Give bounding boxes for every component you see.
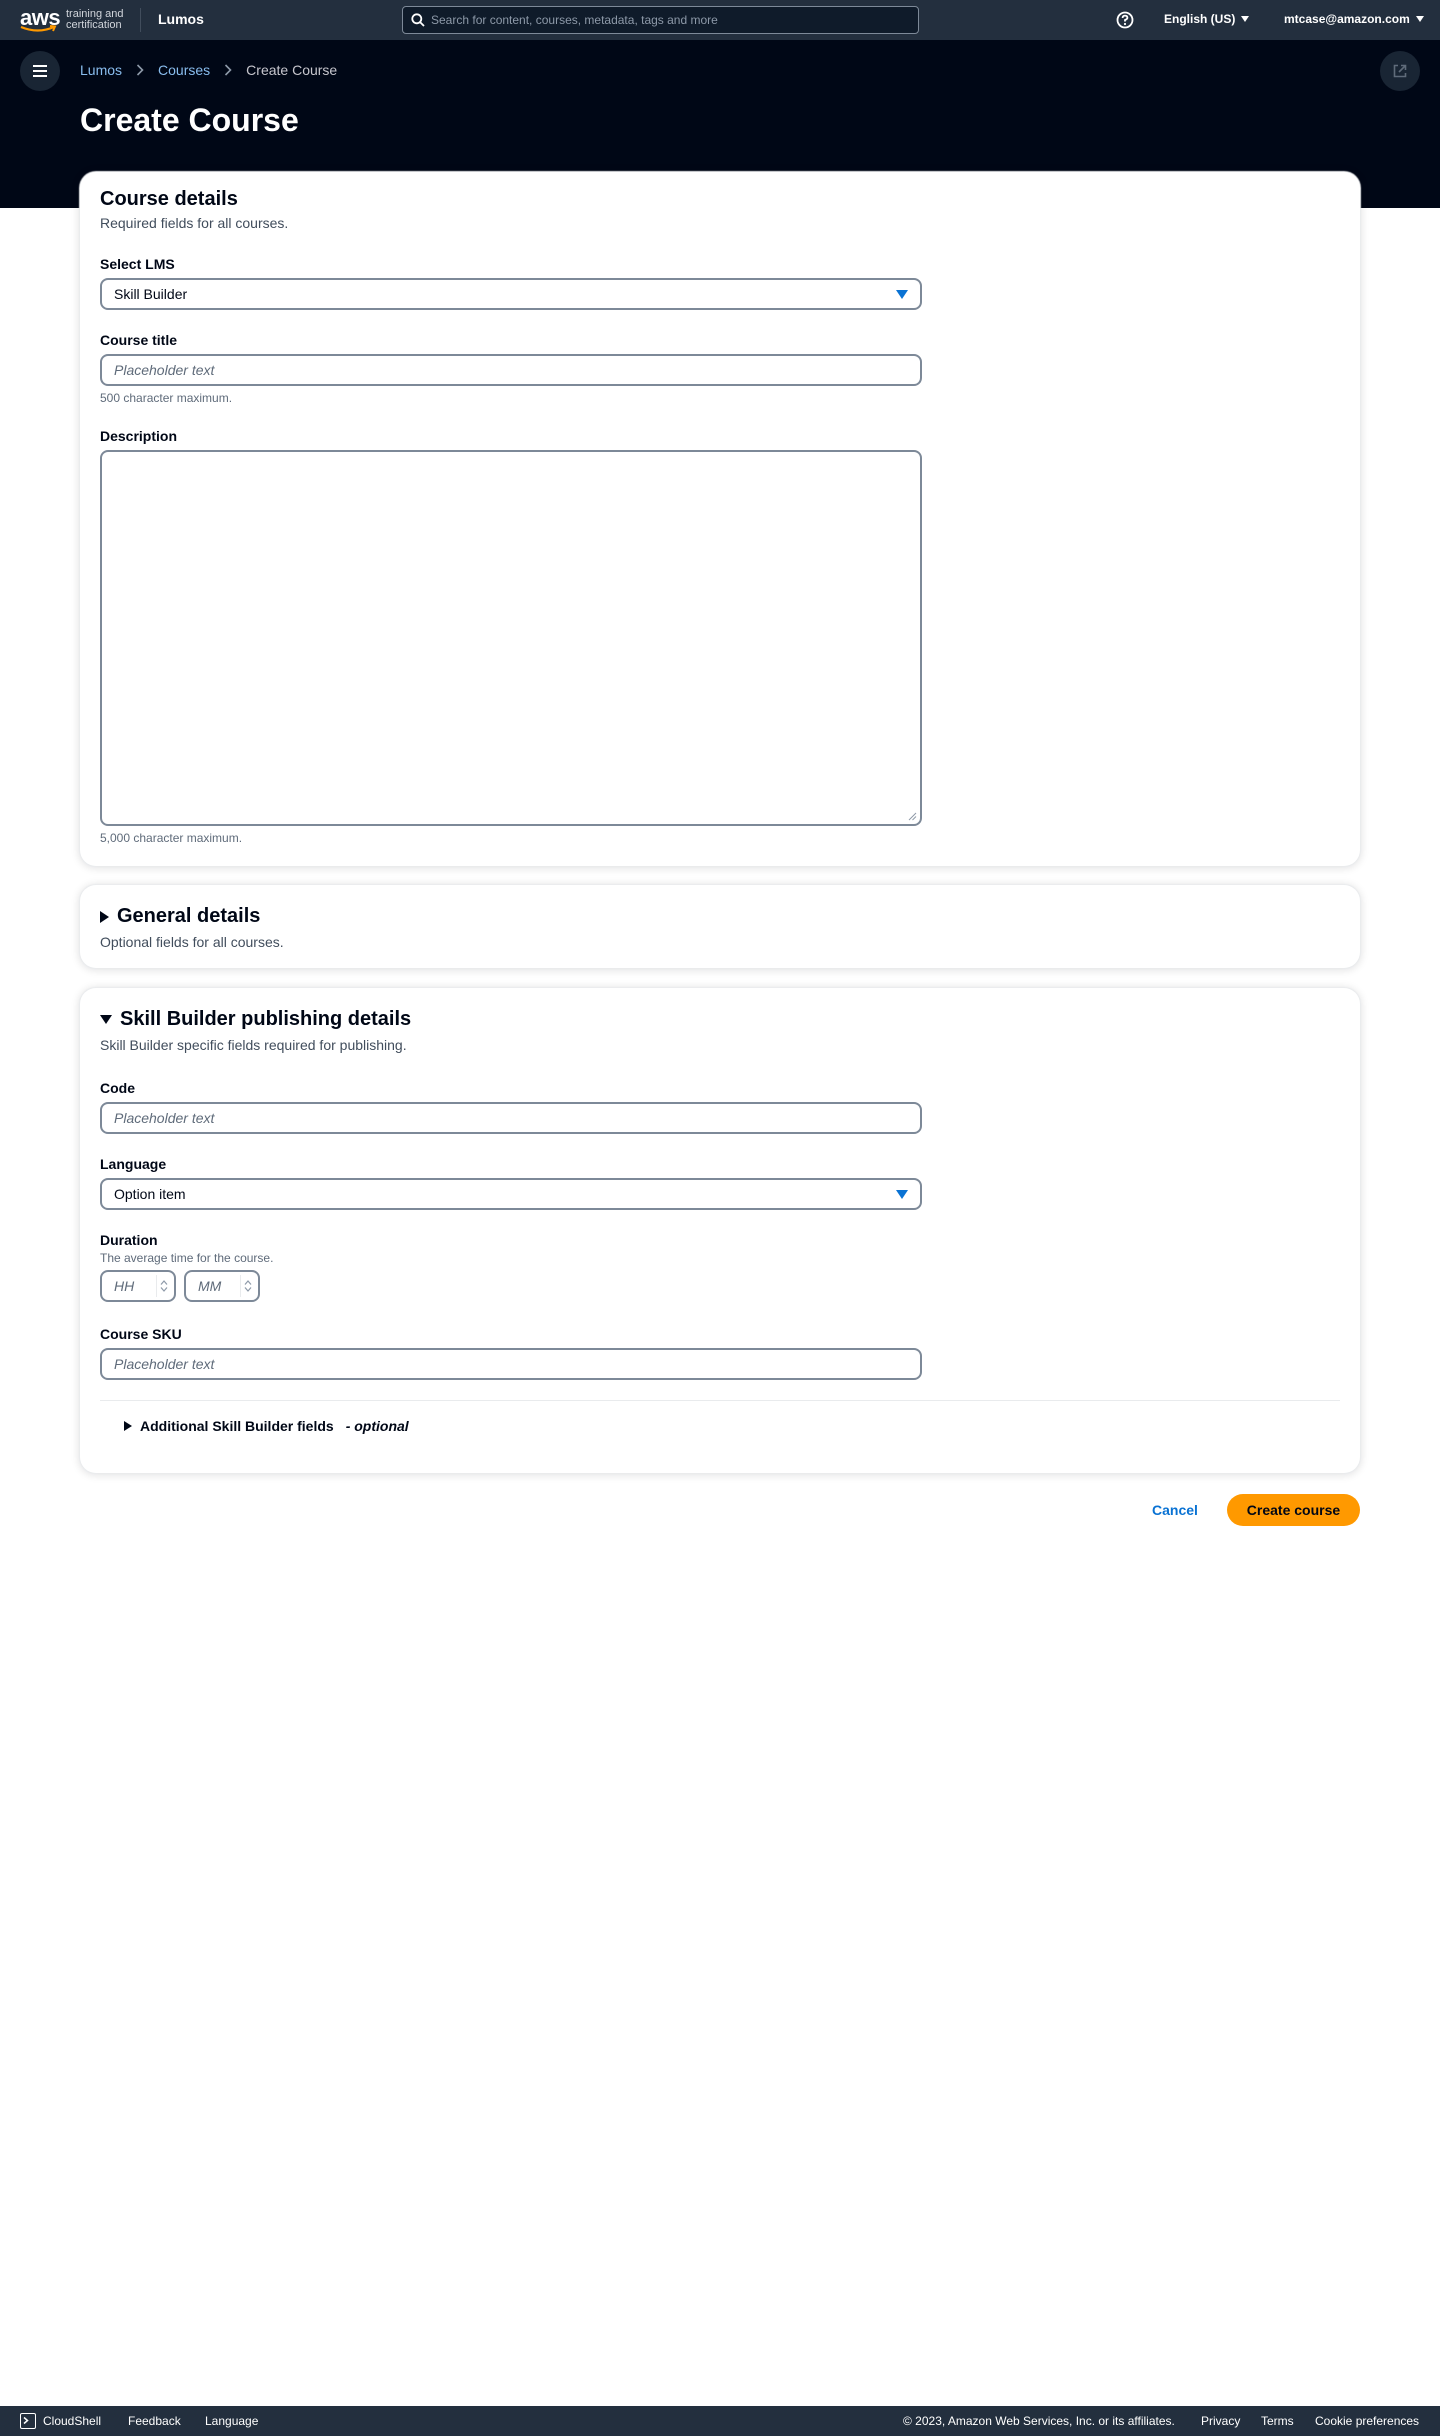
cloudshell-icon[interactable]: [20, 2413, 36, 2429]
cloudshell-link[interactable]: CloudShell: [43, 2414, 102, 2428]
skill-builder-container: [80, 988, 1360, 1473]
cookie-preferences-link[interactable]: Cookie preferences: [1315, 2414, 1420, 2428]
breadcrumb: [80, 62, 337, 78]
language-menu[interactable]: [1164, 12, 1249, 26]
general-details-description: Optional fields for all courses.: [100, 934, 284, 950]
caret-down-icon: [896, 1190, 908, 1199]
search-icon: [411, 13, 425, 27]
breadcrumb-create-course: Create Course: [246, 62, 338, 78]
hamburger-icon: [32, 64, 48, 78]
search-input[interactable]: [402, 6, 919, 34]
skill-builder-toggle[interactable]: [100, 1008, 1340, 1031]
spin-down-icon[interactable]: [160, 1287, 168, 1292]
description-constraint: 5,000 character maximum.: [100, 831, 243, 845]
minutes-input[interactable]: [184, 1270, 260, 1302]
spin-buttons[interactable]: [156, 1275, 170, 1297]
course-sku-placeholder: Placeholder text: [114, 1356, 215, 1372]
footer: [0, 2406, 1440, 2436]
description-label: Description: [100, 428, 178, 444]
user-menu-label: mtcase@amazon.com: [1284, 12, 1410, 26]
menu-button[interactable]: [20, 51, 60, 91]
course-details-description: Required fields for all courses.: [100, 215, 289, 231]
nav-divider: [140, 8, 141, 32]
spin-buttons[interactable]: [240, 1275, 254, 1297]
terms-link[interactable]: Terms: [1261, 2414, 1294, 2428]
app-name[interactable]: Lumos: [158, 11, 204, 27]
logo-word: aws: [20, 5, 61, 30]
chevron-right-icon: [224, 64, 232, 76]
course-sku-input[interactable]: [100, 1348, 922, 1380]
duration-label: Duration: [100, 1232, 158, 1248]
course-details-title: Course details: [100, 188, 238, 210]
open-panel-button[interactable]: [1380, 51, 1420, 91]
general-details-title: General details: [117, 905, 261, 927]
optional-tag: - optional: [345, 1418, 409, 1434]
aws-training-logo[interactable]: [20, 4, 124, 36]
copyright-text: © 2023, Amazon Web Services, Inc. or its affiliates.: [903, 2414, 1175, 2428]
course-title-input[interactable]: [100, 354, 922, 386]
language-label: Language: [100, 1156, 167, 1172]
general-details-toggle[interactable]: [100, 905, 1340, 928]
lms-select[interactable]: [100, 278, 922, 310]
additional-fields-label: Additional Skill Builder fields: [140, 1418, 334, 1434]
description-textarea[interactable]: [100, 450, 922, 826]
feedback-link[interactable]: Feedback: [128, 2414, 181, 2428]
privacy-link[interactable]: Privacy: [1201, 2414, 1241, 2428]
hours-placeholder: HH: [114, 1278, 135, 1294]
code-placeholder: Placeholder text: [114, 1110, 215, 1126]
caret-down-icon: [896, 290, 908, 299]
caret-right-icon: [124, 1421, 132, 1431]
language-link[interactable]: Language: [205, 2414, 259, 2428]
external-link-icon: [1392, 63, 1408, 79]
logo-sub-line2: certification: [66, 19, 122, 31]
create-course-button[interactable]: Create course: [1227, 1494, 1360, 1526]
skill-builder-description: Skill Builder specific fields required for publishing.: [100, 1037, 407, 1053]
course-title-constraint: 500 character maximum.: [100, 391, 233, 405]
course-sku-label: Course SKU: [100, 1326, 182, 1342]
spin-up-icon[interactable]: [160, 1280, 168, 1285]
breadcrumb-courses[interactable]: Courses: [158, 62, 211, 78]
caret-down-icon: [100, 1015, 112, 1024]
page-title: Create Course: [80, 102, 299, 138]
help-circle-icon[interactable]: [1115, 10, 1135, 30]
language-select[interactable]: [100, 1178, 922, 1210]
spin-up-icon[interactable]: [244, 1280, 252, 1285]
minutes-placeholder: MM: [198, 1278, 222, 1294]
code-label: Code: [100, 1080, 135, 1096]
course-title-placeholder: Placeholder text: [114, 362, 215, 378]
spin-down-icon[interactable]: [244, 1287, 252, 1292]
skill-builder-title: Skill Builder publishing details: [120, 1008, 412, 1030]
lms-select-value: Skill Builder: [114, 286, 188, 302]
top-navigation: [0, 0, 1440, 40]
smile-arrow-icon: [20, 25, 58, 33]
general-details-container: [80, 885, 1360, 968]
duration-description: The average time for the course.: [100, 1251, 274, 1265]
language-select-value: Option item: [114, 1186, 186, 1202]
resize-handle-icon[interactable]: [907, 811, 917, 821]
course-details-container: [80, 172, 1360, 866]
breadcrumb-lumos[interactable]: Lumos: [80, 62, 123, 78]
logo-subtitle: [66, 9, 124, 31]
language-menu-label: English (US): [1164, 12, 1236, 26]
select-lms-label: Select LMS: [100, 256, 175, 272]
additional-fields-toggle[interactable]: [124, 1418, 409, 1434]
chevron-right-icon: [136, 64, 144, 76]
caret-down-icon: [1241, 16, 1249, 22]
hours-input[interactable]: [100, 1270, 176, 1302]
code-input[interactable]: [100, 1102, 922, 1134]
section-divider: [100, 1400, 1340, 1401]
logo-sub-line1: training and: [66, 8, 124, 20]
search-placeholder: Search for content, courses, metadata, tags and more: [431, 13, 718, 27]
caret-down-icon: [1416, 16, 1424, 22]
course-title-label: Course title: [100, 332, 178, 348]
cancel-button[interactable]: Cancel: [1152, 1502, 1198, 1518]
caret-right-icon: [100, 911, 109, 923]
user-menu[interactable]: [1284, 12, 1424, 26]
